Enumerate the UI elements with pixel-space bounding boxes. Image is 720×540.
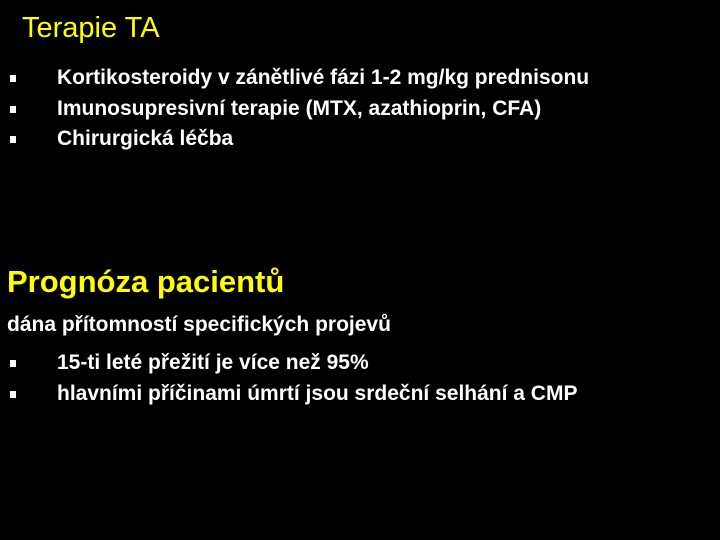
prognosis-heading: Prognóza pacientů [7,264,285,299]
square-bullet-icon [10,136,16,143]
list-item-text: hlavními příčinami úmrtí jsou srdeční selhání a CMP [57,381,578,405]
list-item-text: Imunosupresivní terapie (MTX, azathioprin, CFA) [57,96,542,120]
square-bullet-icon [10,75,16,82]
square-bullet-icon [10,360,16,367]
list-item-text: Chirurgická léčba [57,127,234,150]
square-bullet-icon [10,106,16,113]
list-item-text: Kortikosteroidy v zánětlivé fázi 1-2 mg/kg prednisonu [57,66,590,89]
square-bullet-icon [10,391,16,398]
list-item-text: 15-ti leté přežití je více než 95% [57,351,369,374]
prognosis-intro: dána přítomností specifických projevů [7,313,391,336]
slide-title: Terapie TA [22,12,160,44]
